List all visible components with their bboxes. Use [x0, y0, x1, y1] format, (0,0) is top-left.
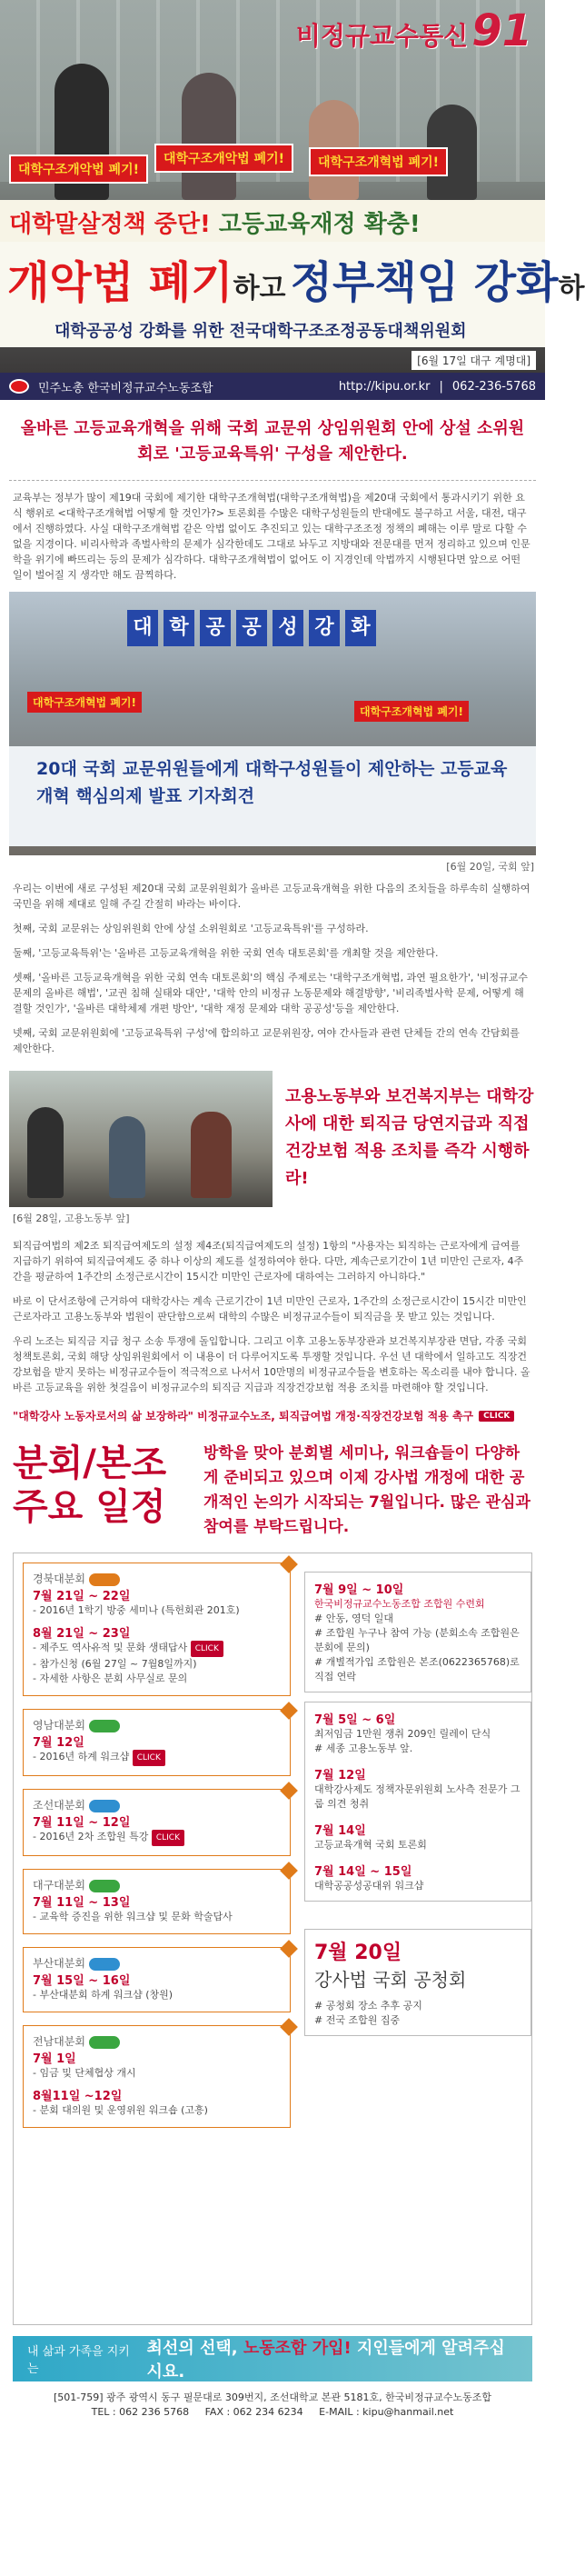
branch-name: 대구대분회: [33, 1877, 281, 1892]
press-conference-banner: 20대 국회 교문위원들에게 대학구성원들이 제안하는 고등교육 개혁 핵심의제 발표 기자회견: [9, 746, 536, 846]
click-button[interactable]: CLICK: [133, 1750, 165, 1766]
banner-small-text: 내 삶과 가족을 지키는: [27, 2345, 130, 2376]
click-button[interactable]: CLICK: [479, 1411, 514, 1422]
event-title: 한국비정규교수노동조합 조합원 수련회: [314, 1598, 485, 1610]
branch-item: - 2016년 1학기 방중 세미나 (특헌회관 201호): [33, 1604, 240, 1616]
branch-item: - 교육학 증진을 위한 워크샵 및 문화 학술답사: [33, 1911, 233, 1922]
article1-paragraph: 교육부는 정부가 많이 제19대 국회에 제기한 대학구조개혁법(대학구조개혁법)을 제20대 국회에서 통과시키기 위한 요식 행위로 <대학구조개혁법 어떻게 할 것인가?> 토론회를 수많은 대학구성원들의 반대에도 불구하고 서울, 대전, 대구에서 진행하였다. 사실 대학구조개혁법 같은 악법 없이도 추진되고 있는 대학구조조정 정책의 폐해는 이루 말로 다할 수 없을 지경이다. 비리사학과 족벌사학의 문제가 심각한데도 그대로 놔두고 지방대와 전문대를 먼저 정리하고 있으며 인문학을 위기에 빠뜨리는 등의 문제가 심각하다. 대학구조개혁법이 없어도 이 지경인데 악법까지 시행된다면 앞으로 어떤 일이 벌어질 지 생각만 해도 끔찍하다.: [13, 492, 530, 581]
protest-sign: 대학구조개혁법 폐기!: [27, 692, 142, 713]
event-date: 7월 5일 ~ 6일: [314, 1713, 396, 1727]
event-item: # 공청회 장소 추후 공지: [314, 2000, 422, 2012]
branch-date: 7월 1일: [33, 2052, 76, 2066]
article2-related-link[interactable]: [0, 1404, 545, 1427]
corner-pin-icon: [280, 1862, 298, 1880]
photo-letter-signs: [127, 610, 376, 646]
union-event-card: [304, 1702, 531, 1902]
article2-paragraph: 바로 이 단서조항에 근거하여 대학강사는 계속 근로기간이 1년 미만인 근로자, 1주간의 소정근로시간이 15시간 미만인 근로자라고 고용노동부와 법원이 판단함으로써 대학의 수많은 비정규교수들이 퇴직금을 못 받고 있는 것입니다.: [13, 1295, 527, 1323]
footer-address: [501-759] 광주 광역시 동구 필문대로 309번지, 조선대학교 본관 5181호, 한국비정규교수노동조합: [53, 2391, 492, 2403]
join-union-banner[interactable]: [13, 2336, 532, 2381]
branch-name: 경북대분회: [33, 1571, 281, 1586]
branch-item: - 임금 및 단체협상 개시: [33, 2067, 136, 2079]
banner-big-blue: 정부책임 강화: [290, 257, 559, 308]
banner-big-black: 하: [558, 273, 585, 305]
branch-card: [23, 1709, 291, 1776]
branch-item: - 2016년 하계 워크샵 CLICK: [33, 1750, 281, 1766]
event-item: # 세종 고용노동부 앞.: [314, 1742, 413, 1754]
corner-pin-icon: [280, 1940, 298, 1958]
branch-card: [23, 1789, 291, 1856]
banner-org: 대학공공성 강화를 위한 전국대학구조조정공동대책위원회: [0, 311, 545, 347]
hero-caption: [6월 17일 대구 계명대]: [411, 351, 536, 370]
branch-item: - 분회 대의원 및 운영위원 워크숍 (고흥): [33, 2104, 208, 2116]
schedule-header: [0, 1427, 545, 1545]
corner-pin-icon: [280, 1555, 298, 1573]
event-item: # 개별적가입 조합원은 본조(0622365768)로 직접 연락: [314, 1656, 520, 1682]
banner-green-text: 고등교육재정 확충!: [218, 211, 421, 238]
event-item: 최저임금 1만원 쟁취 209인 릴레이 단식: [314, 1728, 491, 1740]
speech-bubble-icon: [89, 1958, 120, 1971]
branch-item: - 자세한 사항은 분회 사무실로 문의: [33, 1672, 188, 1684]
letter-sign: 대: [127, 610, 158, 646]
photo-caption: [6월 20일, 국회 앞]: [446, 861, 534, 873]
article1-paragraph: 우리는 이번에 새로 구성된 제20대 국회 교문위원회가 올바른 고등교육개혁을 위한 다음의 조치들을 하루속히 실행하여 국민을 위해 제대로 일해 주길 간절히 바라는 바이다.: [13, 883, 530, 910]
letter-sign: 공: [200, 610, 231, 646]
article2-photo-wrap: [9, 1071, 273, 1229]
branch-item: - 제주도 역사유적 및 문화 생태답사 CLICK: [33, 1641, 281, 1657]
union-logo-icon: [9, 379, 29, 394]
banner-main-text: 최선의 선택, 노동조합 가입! 지인들에게 알려주십시요.: [146, 2339, 505, 2381]
event-item: # 조합원 누구나 참여 가능 (분회소속 조합원은 분회에 문의): [314, 1627, 520, 1653]
schedule-title: 분회/본조 주요 일정: [13, 1443, 167, 1528]
event-date: 7월 9일 ~ 10일: [314, 1583, 404, 1597]
speech-bubble-icon: [89, 1800, 120, 1812]
speech-bubble-icon: [89, 2036, 120, 2049]
branch-card: [23, 1947, 291, 2012]
masthead: [295, 5, 532, 56]
footer-contacts: [9, 2405, 536, 2420]
event-date: 7월 12일: [314, 1769, 366, 1782]
event-item: 고등교육개혁 국회 토론회: [314, 1839, 427, 1851]
branch-date: 7월 21일 ~ 22일: [33, 1590, 131, 1603]
click-button[interactable]: CLICK: [191, 1641, 223, 1657]
branch-name: 부산대분회: [33, 1955, 281, 1971]
branch-card: [23, 1869, 291, 1934]
branch-schedule-column: [23, 1563, 291, 2141]
protester-figure: [191, 1112, 232, 1198]
branch-item: - 2016년 2차 조합원 특강 CLICK: [33, 1830, 281, 1846]
article2-header: [9, 1071, 536, 1229]
article2-headline: 고용노동부와 보건복지부는 대학강사에 대한 퇴직금 당연지급과 직접건강보험 적용 조치를 즉각 시행하라!: [285, 1087, 534, 1188]
banner-slogan-2: [0, 242, 585, 311]
article1-paragraph: 둘째, '고등교육특위'는 '올바른 고등교육개혁을 위한 국회 연속 대토론회'를 개최할 것을 제안한다.: [13, 947, 439, 959]
footer-tel: TEL : 062 236 5768: [91, 2406, 190, 2418]
press-conference-photo: [9, 592, 536, 855]
branch-date: 7월 11일 ~ 13일: [33, 1896, 131, 1910]
event-item: # 전국 조합원 집중: [314, 2014, 401, 2026]
branch-date: 7월 11일 ~ 12일: [33, 1816, 131, 1830]
site-url[interactable]: http://kipu.or.kr: [338, 379, 431, 394]
branch-date: 7월 15일 ~ 16일: [33, 1974, 131, 1988]
hero-banner: [0, 0, 585, 373]
event-item: 대학강사제도 정책자문위원회 노사측 전문가 그룹 의견 청취: [314, 1783, 521, 1810]
letter-sign: 공: [236, 610, 267, 646]
banner-big-black: 하고: [233, 273, 286, 305]
corner-pin-icon: [280, 2018, 298, 2036]
branch-name: 전남대분회: [33, 2033, 281, 2049]
branch-date: 7월 12일: [33, 1736, 84, 1750]
protester-figure: [109, 1116, 145, 1198]
click-button[interactable]: CLICK: [152, 1830, 184, 1846]
article2-paragraph: 퇴직급여법의 제2조 퇴직급여제도의 설정 제4조(퇴직급여제도의 설정) 1항의 "사용자는 퇴직하는 근로자에게 급여를 지급하기 위하여 퇴직급여제도 중 하나 이상의 제도를 설정하여야 한다. 다만, 계속근로기간이 1년 미만인 근로자, 4주간을 평균하여 1주간의 소정근로시간이 15시간 미만인 근로자에 대하여는 그러하지 아니하다.": [13, 1240, 524, 1283]
speech-bubble-icon: [89, 1573, 120, 1586]
footer-email[interactable]: E-MAIL : kipu@hanmail.net: [319, 2406, 454, 2418]
union-event-card: [304, 1929, 531, 2036]
union-name: 민주노총 한국비정규교수노동조합: [38, 381, 213, 395]
branch-card: [23, 2025, 291, 2128]
article1-paragraph: 넷째, 국회 교문위원회에 '고등교육특위 구성'에 합의하고 교문위원장, 여야 간사들과 관련 단체들 간의 연속 간담회를 제안한다.: [13, 1027, 520, 1054]
union-event-card: [304, 1572, 531, 1692]
phone-number: 062-236-5768: [451, 379, 536, 394]
protest-sign: 대학구조개악법 폐기!: [154, 144, 293, 173]
event-date: 7월 14일: [314, 1824, 366, 1838]
union-schedule-column: [304, 1572, 531, 2045]
related-link-text[interactable]: "대학강사 노동자로서의 삶 보장하라" 비정규교수노조, 퇴직급여법 개정·직장건강보험 적용 촉구: [13, 1410, 474, 1423]
article1-paragraph: 첫째, 국회 교문위는 상임위원회 안에 상설 소위원회로 '고등교육특위'를 구성하라.: [13, 923, 369, 934]
letter-sign: 강: [309, 610, 340, 646]
photo-caption: [6월 28일, 고용노동부 앞]: [13, 1213, 130, 1224]
footer-contact: [0, 2381, 545, 2429]
event-date: 7월 14일 ~ 15일: [314, 1865, 412, 1879]
branch-name: 조선대분회: [33, 1797, 281, 1812]
branch-item: - 참가신청 (6월 27일 ~ 7월8일까지): [33, 1658, 197, 1670]
protester-figure: [182, 73, 236, 200]
schedule-description: 방학을 맞아 분회별 세미나, 워크숍들이 다양하게 준비되고 있으며 이제 강사법 개정에 대한 공개적인 논의가 시작되는 7월입니다. 많은 관심과 참여를 부탁드립니다.: [203, 1444, 530, 1536]
speech-bubble-icon: [89, 1720, 120, 1732]
event-item: 대학공공성공대위 워크샵: [314, 1880, 424, 1892]
protest-sign: 대학구조개악법 폐기!: [9, 155, 148, 184]
masthead-title: 비정규교수통신: [295, 21, 469, 51]
article1-paragraph: 셋째, '올바른 고등교육개혁을 위한 국회 연속 대토론회'의 핵심 주제로는 '대학구조개혁법, 과연 필요한가', '비정규교수 문제의 올바른 해법', '교권 침해 실태와 대안', '대학 안의 비정규 노동문제와 해결방향', '비리족벌사학 문제, 어떻게 해결할 것인가', '올바른 대학체제 개편 방안', '대학 재정 문제와 대학 공공성'등을 제안한다.: [13, 972, 528, 1014]
branch-name: 영남대분회: [33, 1717, 281, 1732]
event-item: # 안동, 영덕 일대: [314, 1612, 393, 1624]
article2-paragraph: 우리 노조는 퇴직금 지급 청구 소송 투쟁에 돌입합니다. 그리고 이후 고용노동부장관과 보건복지부장관 면담, 각종 국회청책토론회, 국회 해당 상임위원회에서 이 내용이 더 다루어지도록 투쟁할 것입니다. 우선 년 대학에서 일하고도 직장건강보험을 받지 못하는 비정규교수들이 적극적으로 나서서 10만명의 비정규교수들을 변호하는 목소리를 내야 합니다. 올바른 고등교육을 위한 첫걸음이 비정규교수의 퇴직금 지급과 직장건강보험 적용 조치를 마련해야 할 것입니다.: [13, 1335, 530, 1393]
info-bar: [0, 373, 545, 400]
protest-sign: 대학구조개혁법 폐기!: [309, 147, 448, 176]
banner-red-text: 대학말살정책 중단!: [9, 211, 211, 238]
event-title: 강사법 국회 공청회: [314, 1969, 467, 1991]
divider: |: [439, 379, 443, 394]
branch-date: 8월11일 ~12일: [33, 2090, 123, 2103]
schedule-board: [13, 1553, 532, 2325]
banner-big-red: 개악법 폐기: [7, 257, 233, 308]
masthead-issue: 91: [471, 5, 532, 56]
letter-sign: 화: [345, 610, 376, 646]
corner-pin-icon: [280, 1702, 298, 1720]
labor-ministry-photo: [9, 1071, 273, 1207]
letter-sign: 학: [164, 610, 194, 646]
corner-pin-icon: [280, 1782, 298, 1800]
branch-card: [23, 1563, 291, 1696]
banner-slogan-1: [0, 200, 545, 242]
speech-bubble-icon: [89, 1880, 120, 1892]
letter-sign: 성: [273, 610, 303, 646]
protest-sign: 대학구조개혁법 폐기!: [354, 701, 469, 722]
event-date: 7월 20일: [314, 1942, 402, 1964]
branch-date: 8월 21일 ~ 23일: [33, 1627, 131, 1641]
branch-item: - 부산대분회 하계 워크샵 (창원): [33, 1989, 174, 2001]
footer-fax: FAX : 062 234 6234: [204, 2406, 303, 2418]
protester-figure: [27, 1107, 64, 1198]
article1-headline: 올바른 고등교육개혁을 위해 국회 교문위 상임위원회 안에 상설 소위원회로 '고등교육특위' 구성을 제안한다.: [9, 400, 536, 481]
